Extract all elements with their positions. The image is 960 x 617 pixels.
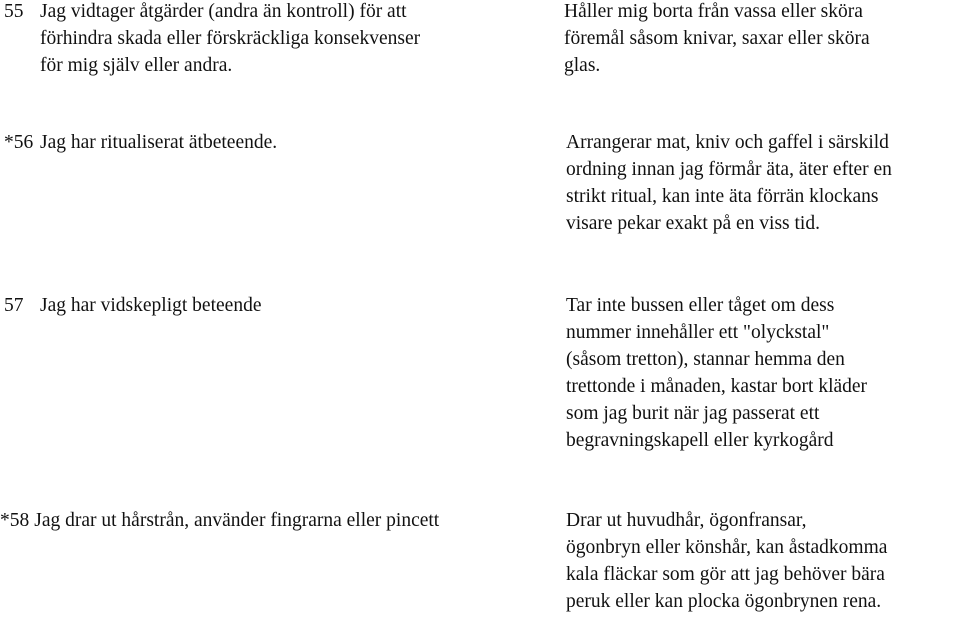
item-57-statement [0, 292, 545, 319]
item-55-number: 55 [4, 1, 24, 22]
item-58-statement [0, 507, 560, 534]
item-58-statement-text: Jag drar ut hårstrån, använder fingrarna eller pincett [34, 510, 440, 531]
item-55-statement-text: Jag vidtager åtgärder (andra än kontroll) för att förhindra skada eller förskräckliga konsekvenser för mig själv eller andra. [40, 1, 421, 76]
item-56-statement [0, 129, 545, 156]
item-58-number: *58 [0, 510, 30, 531]
item-55-statement [0, 0, 545, 79]
item-56-statement-text: Jag har ritualiserat ätbeteende. [40, 132, 278, 153]
item-57-statement-text: Jag har vidskepligt beteende [40, 295, 262, 316]
item-57-number: 57 [4, 295, 24, 316]
item-55-example: Håller mig borta från vassa eller sköra föremål såsom knivar, saxar eller sköra glas. [564, 1, 870, 76]
item-56-example: Arrangerar mat, kniv och gaffel i särskild ordning innan jag förmår äta, äter efter en strikt ritual, kan inte äta förrän klockans visare pekar exakt på en viss tid. [566, 132, 892, 234]
item-56-number: *56 [4, 132, 34, 153]
item-58-example: Drar ut huvudhår, ögonfransar, ögonbryn eller könshår, kan åstadkomma kala fläckar som gör att jag behöver bära peruk eller kan plocka ögonbrynen rena. [566, 510, 888, 612]
item-57-example: Tar inte bussen eller tåget om dess nummer innehåller ett "olyckstal" (såsom tretton), stannar hemma den trettonde i månaden, kastar bort kläder som jag burit när jag passerat ett begravningskapell eller kyrkogård [566, 295, 868, 451]
